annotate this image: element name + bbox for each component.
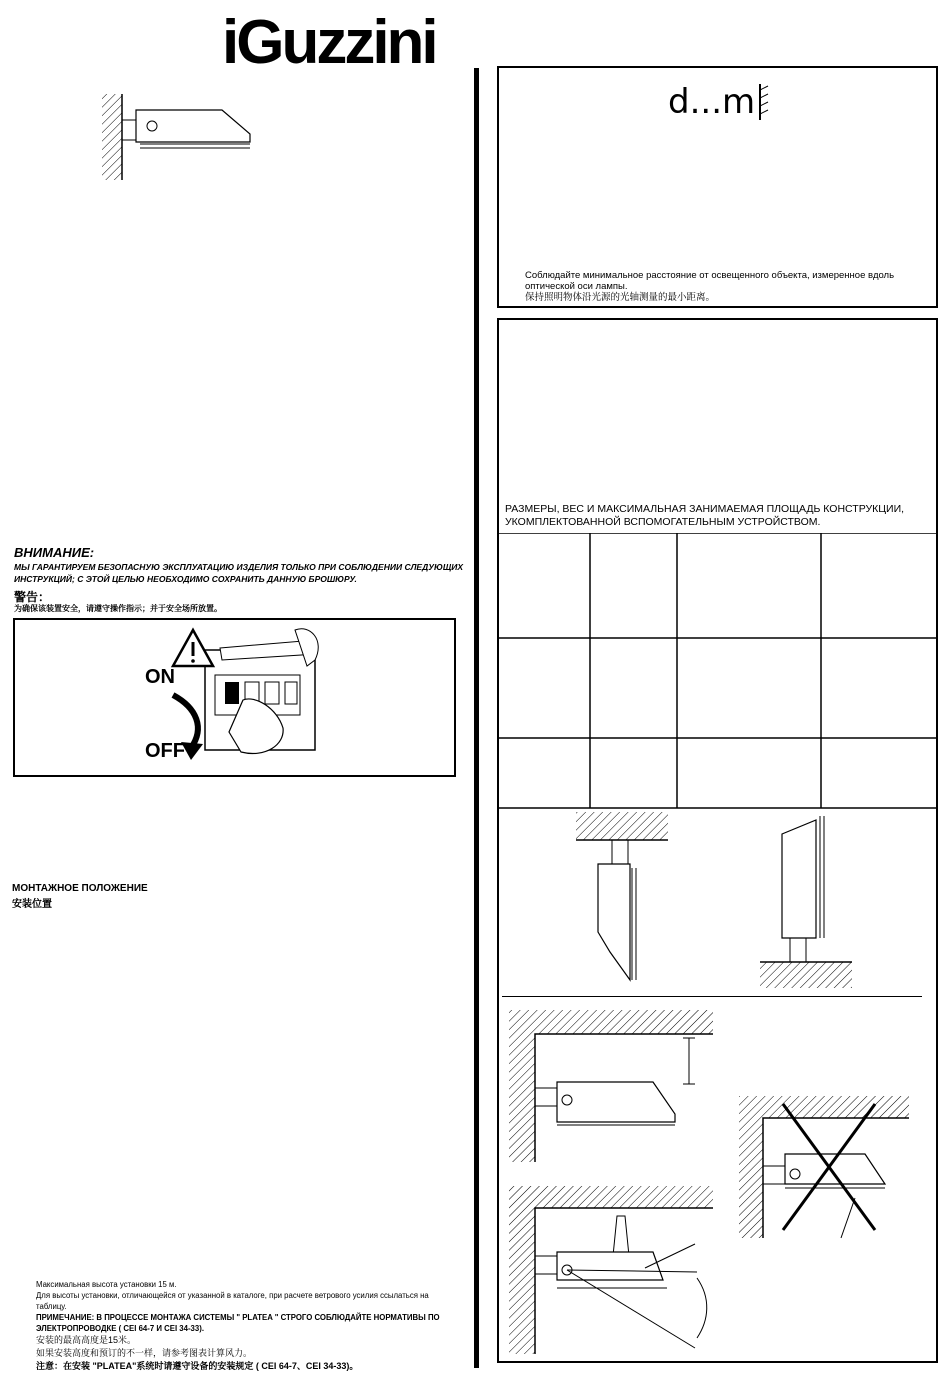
- note-max-height-cn: 安装的最高高度是15米。: [36, 1335, 137, 1345]
- switch-illustration: [15, 620, 454, 775]
- min-distance-text-ru: Соблюдайте минимальное расстояние от освещенного объекта, измеренное вдоль оптической оси лампы.: [525, 270, 895, 292]
- wall-hatch-icon: [756, 84, 770, 120]
- on-label: ON: [145, 666, 175, 688]
- warning-title: ВНИМАНИЕ:: [14, 545, 95, 560]
- note-wind-load: Для высоты установки, отличающейся от указанной в каталоге, при расчете ветрового усилия ссылаться на таблицу.: [36, 1291, 429, 1311]
- warning-title-cn: 警告：: [14, 590, 51, 604]
- note-wind-load-cn: 如果安装高度和预订的不一样，请参考图表计算风力。: [36, 1348, 253, 1358]
- mounting-title-cn: 安装位置: [12, 899, 52, 910]
- corner-mount-drawings: [505, 1008, 925, 1358]
- vertical-mount-drawings: [560, 812, 860, 990]
- mounting-title: МОНТАЖНОЕ ПОЛОЖЕНИЕ: [12, 883, 148, 894]
- wall-mount-drawing: [100, 92, 260, 184]
- off-label: OFF: [145, 740, 185, 762]
- dimensions-table: [497, 533, 938, 809]
- column-divider: [474, 68, 479, 1368]
- note-wiring-standard: ПРИМЕЧАНИЕ: В ПРОЦЕССЕ МОНТАЖА СИСТЕМЫ " PLATEA " СТРОГО СОБЛЮДАЙТЕ НОРМАТИВЫ ПО ЭЛЕКТРОПРОВОДКЕ ( CEI 64-7 И CEI 34-33).: [36, 1313, 440, 1333]
- brand-logo: iGuzzini: [222, 8, 436, 77]
- dimensions-text: РАЗМЕРЫ, ВЕС И МАКСИМАЛЬНАЯ ЗАНИМАЕМАЯ ПЛОЩАДЬ КОНСТРУКЦИИ, УКОМПЛЕКТОВАННОЙ ВСПОМОГАТЕЛЬНЫМ УСТРОЙСТВОМ.: [505, 503, 905, 528]
- warning-text-cn: 为确保该装置安全，请遵守操作指示；并于安全场所放置。: [14, 604, 222, 613]
- min-distance-text-cn: 保持照明物体沿光源的光轴测量的最小距离。: [525, 292, 716, 303]
- distance-symbol: d...m: [668, 82, 756, 122]
- note-max-height: Максимальная высота установки 15 м.: [36, 1280, 177, 1289]
- note-wiring-standard-cn: 注意：在安装 "PLATEA"系统时请遵守设备的安装规定 ( CEI 64-7、CEI 34-33)。: [36, 1361, 359, 1371]
- section-separator: [502, 996, 922, 997]
- installation-notes: [36, 1279, 456, 1373]
- warning-text: МЫ ГАРАНТИРУЕМ БЕЗОПАСНУЮ ЭКСПЛУАТАЦИЮ ИЗДЕЛИЯ ТОЛЬКО ПРИ СОБЛЮДЕНИИ СЛЕДУЮЩИХ ИНСТРУКЦИЙ; С ЭТОЙ ЦЕЛЬЮ НЕОБХОДИМО СОХРАНИТЬ ДАННУЮ БРОШЮРУ.: [14, 562, 464, 584]
- power-off-figure: [13, 618, 456, 777]
- min-distance-text: [525, 270, 935, 303]
